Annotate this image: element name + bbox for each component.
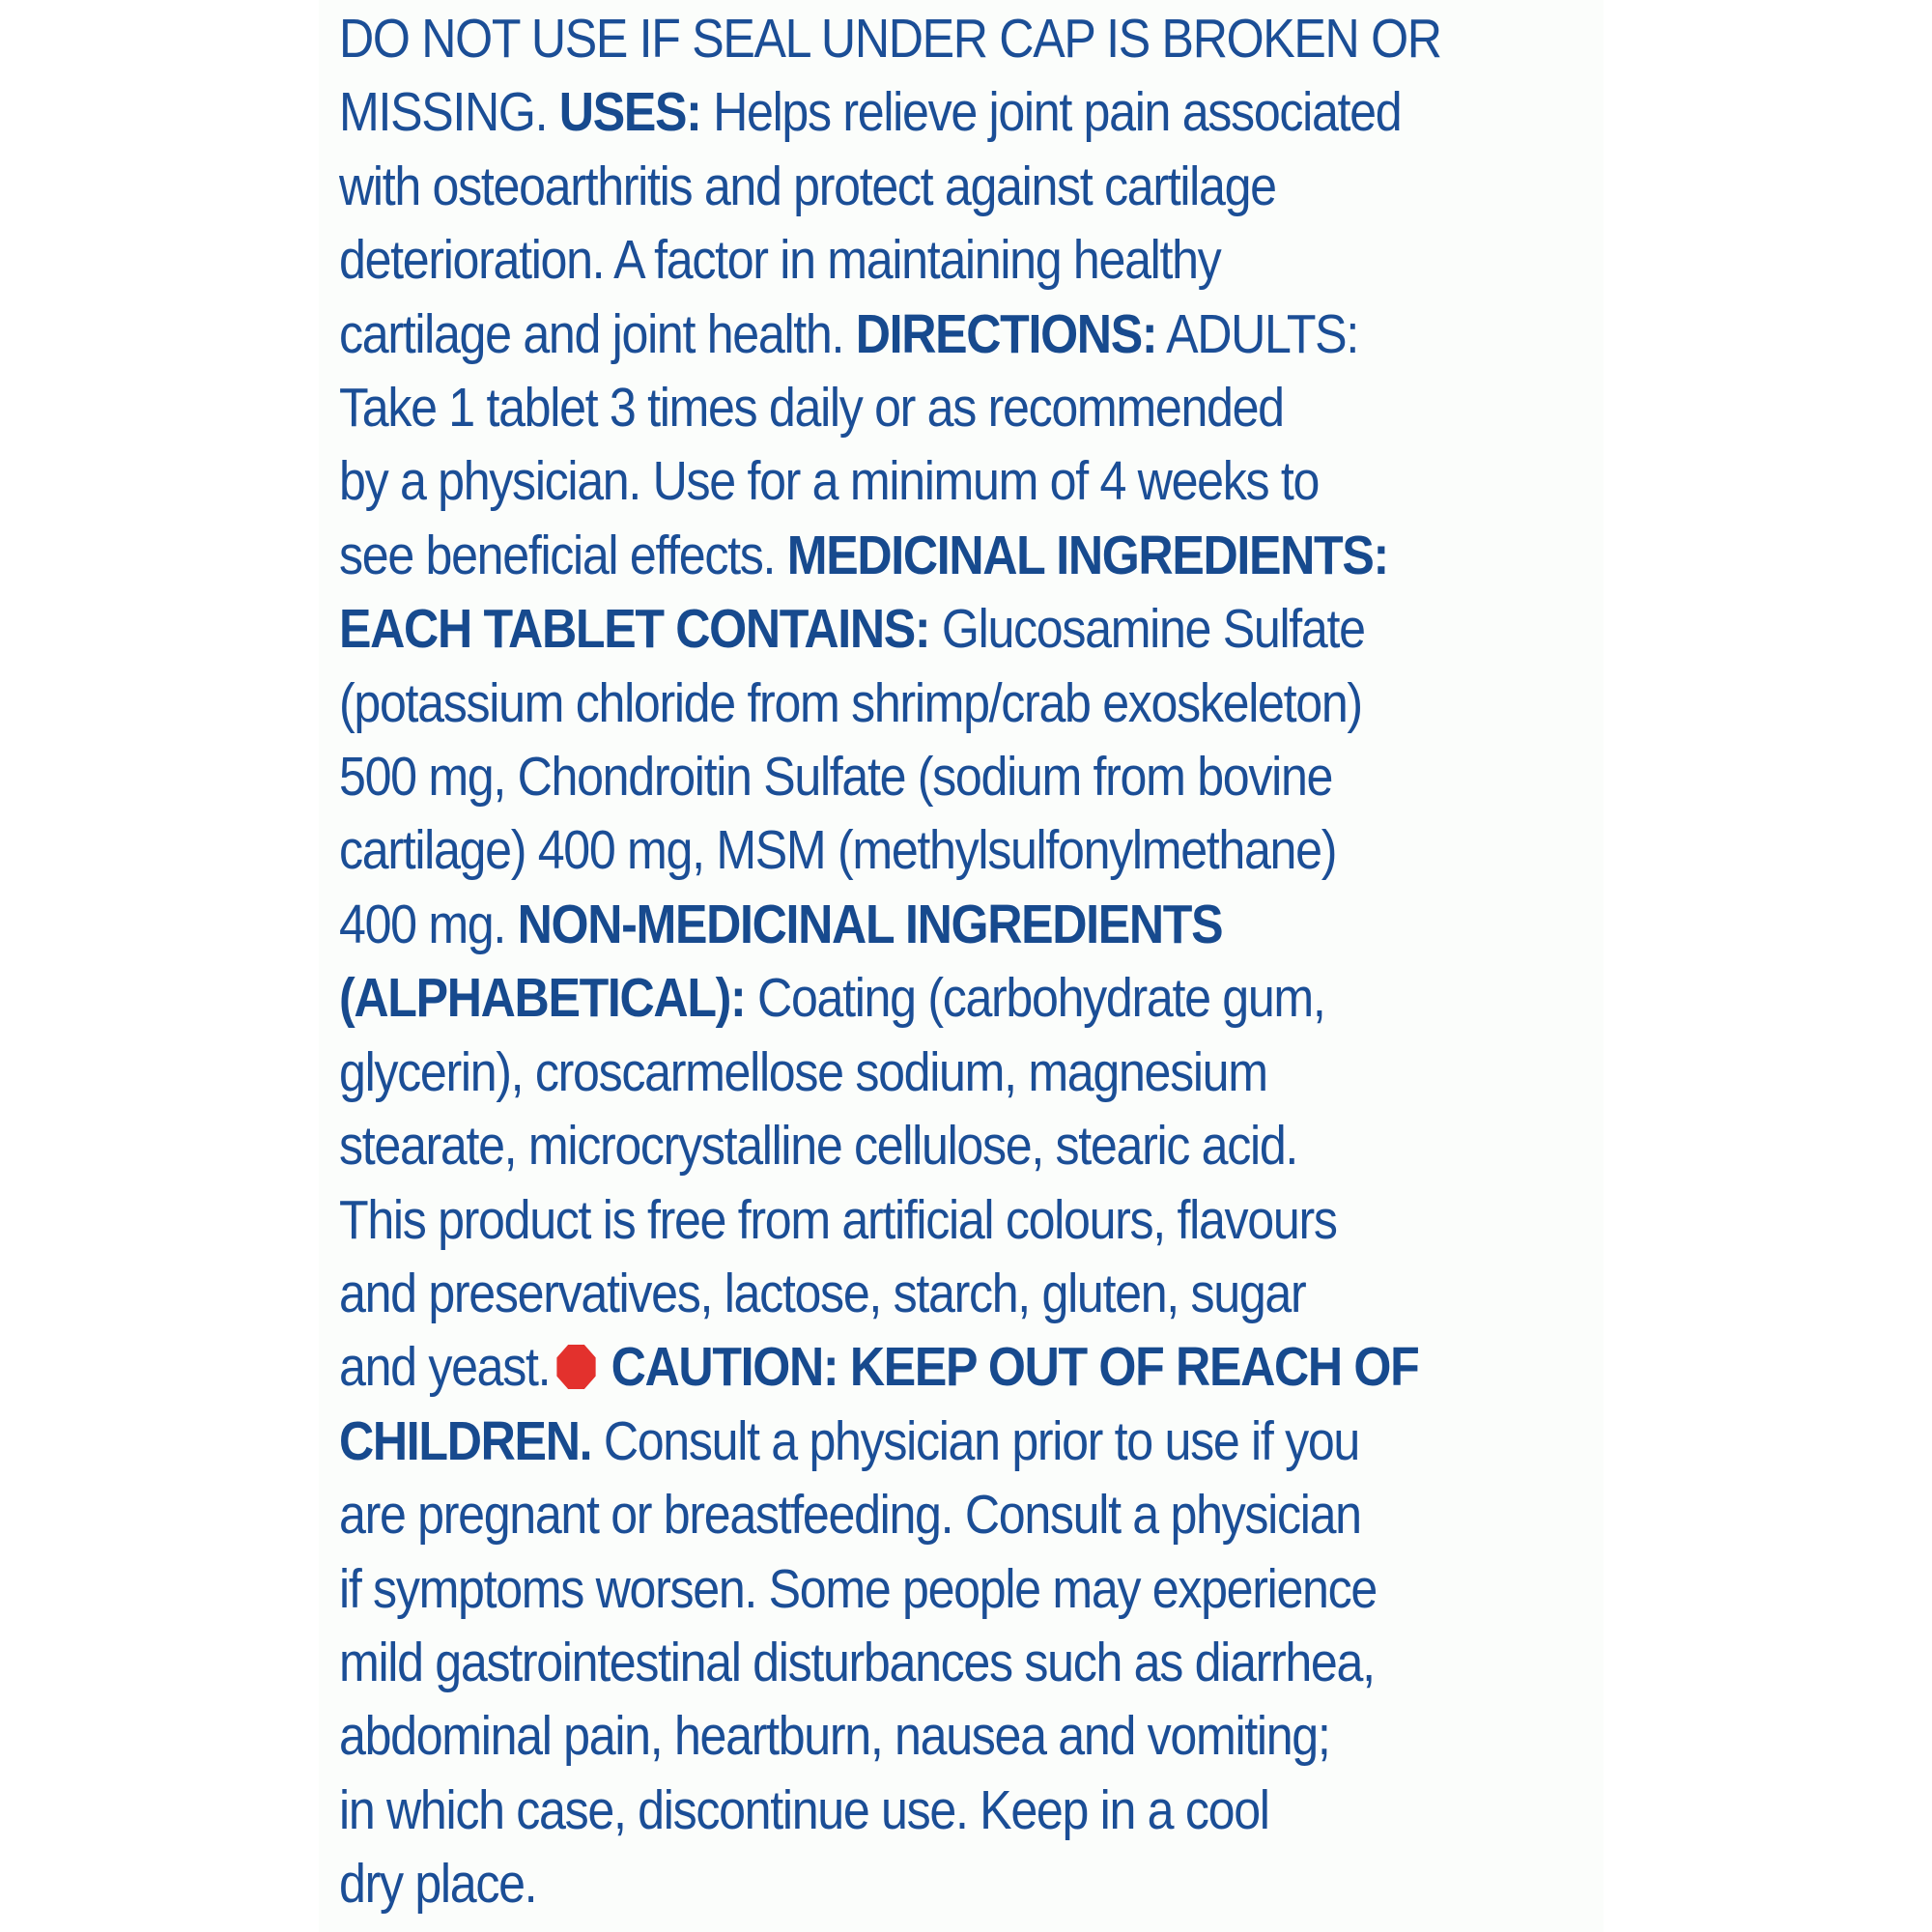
label-text: glycerin), croscarmellose sodium, magnesium — [339, 1040, 1267, 1103]
label-line — [339, 592, 1453, 666]
label-text: if symptoms worsen. Some people may experience — [339, 1557, 1377, 1620]
label-line — [339, 667, 1453, 740]
label-heading: USES: — [558, 81, 701, 144]
label-line — [339, 1847, 1453, 1920]
label-text: 400 mg. — [339, 893, 518, 955]
label-text: in which case, discontinue use. Keep in a cool — [339, 1778, 1269, 1841]
label-text: 500 mg, Chondroitin Sulfate (sodium from bovine — [339, 746, 1333, 809]
label-text: and preservatives, lactose, starch, gluten, sugar — [339, 1262, 1306, 1324]
label-line — [339, 740, 1453, 813]
label-line — [339, 1699, 1453, 1773]
label-text: This product is free from artificial colours, flavours — [339, 1188, 1337, 1251]
label-line — [339, 150, 1453, 223]
label-line — [339, 298, 1453, 371]
label-text: stearate, microcrystalline cellulose, stearic acid. — [339, 1115, 1298, 1178]
label-line — [339, 1626, 1453, 1699]
label-line — [339, 223, 1453, 297]
label-text: mild gastrointestinal disturbances such as diarrhea, — [339, 1631, 1375, 1693]
label-heading: EACH TABLET CONTAINS: — [339, 598, 930, 661]
label-line — [339, 371, 1453, 444]
label-line — [339, 444, 1453, 518]
label-text: ADULTS: — [1156, 302, 1358, 365]
label-line — [339, 961, 1453, 1035]
label-text: DO NOT USE IF SEAL UNDER CAP IS BROKEN OR — [339, 8, 1441, 70]
label-text: Helps relieve joint pain associated — [700, 81, 1402, 144]
label-text-block — [339, 2, 1453, 1921]
label-heading: DIRECTIONS: — [855, 302, 1157, 365]
label-line — [339, 1036, 1453, 1109]
stop-sign-shape — [556, 1345, 595, 1389]
label-text: MISSING. — [339, 81, 559, 144]
label-text: see beneficial effects. — [339, 524, 787, 586]
label-text: abdominal pain, heartburn, nausea and vomiting; — [339, 1705, 1330, 1768]
label-text: with osteoarthritis and protect against cartilage — [339, 155, 1276, 217]
label-text: by a physician. Use for a minimum of 4 weeks to — [339, 450, 1320, 513]
label-heading: CHILDREN. — [339, 1409, 592, 1472]
label-line — [339, 519, 1453, 592]
label-text: deterioration. A factor in maintaining healthy — [339, 229, 1221, 292]
label-line — [339, 1257, 1453, 1330]
label-line — [339, 1330, 1453, 1404]
label-text: cartilage and joint health. — [339, 302, 856, 365]
label-text: and yeast. — [339, 1336, 551, 1399]
label-line — [339, 1478, 1453, 1551]
label-line — [339, 888, 1453, 961]
label-text: are pregnant or breastfeeding. Consult a physician — [339, 1484, 1361, 1547]
label-text: Consult a physician prior to use if you — [591, 1409, 1359, 1472]
label-line — [339, 1405, 1453, 1478]
label-heading: NON-MEDICINAL INGREDIENTS — [517, 893, 1223, 955]
label-text: dry place. — [339, 1853, 537, 1916]
label-heading: CAUTION: KEEP OUT OF REACH OF — [611, 1336, 1419, 1399]
label-text: Glucosamine Sulfate — [929, 598, 1365, 661]
label-line — [339, 1774, 1453, 1847]
label-line — [339, 2, 1453, 75]
label-line — [339, 75, 1453, 149]
label-line — [339, 1552, 1453, 1626]
label-text: Coating (carbohydrate gum, — [745, 967, 1325, 1030]
label-line — [339, 1109, 1453, 1182]
label-text: cartilage) 400 mg, MSM (methylsulfonylmethane) — [339, 819, 1337, 882]
label-heading: (ALPHABETICAL): — [339, 967, 746, 1030]
label-text: (potassium chloride from shrimp/crab exoskeleton) — [339, 671, 1362, 734]
label-line — [339, 1183, 1453, 1257]
label-line — [339, 813, 1453, 887]
label-heading: MEDICINAL INGREDIENTS: — [786, 524, 1388, 586]
label-text: Take 1 tablet 3 times daily or as recommended — [339, 377, 1284, 440]
stop-sign-icon — [556, 1345, 595, 1389]
